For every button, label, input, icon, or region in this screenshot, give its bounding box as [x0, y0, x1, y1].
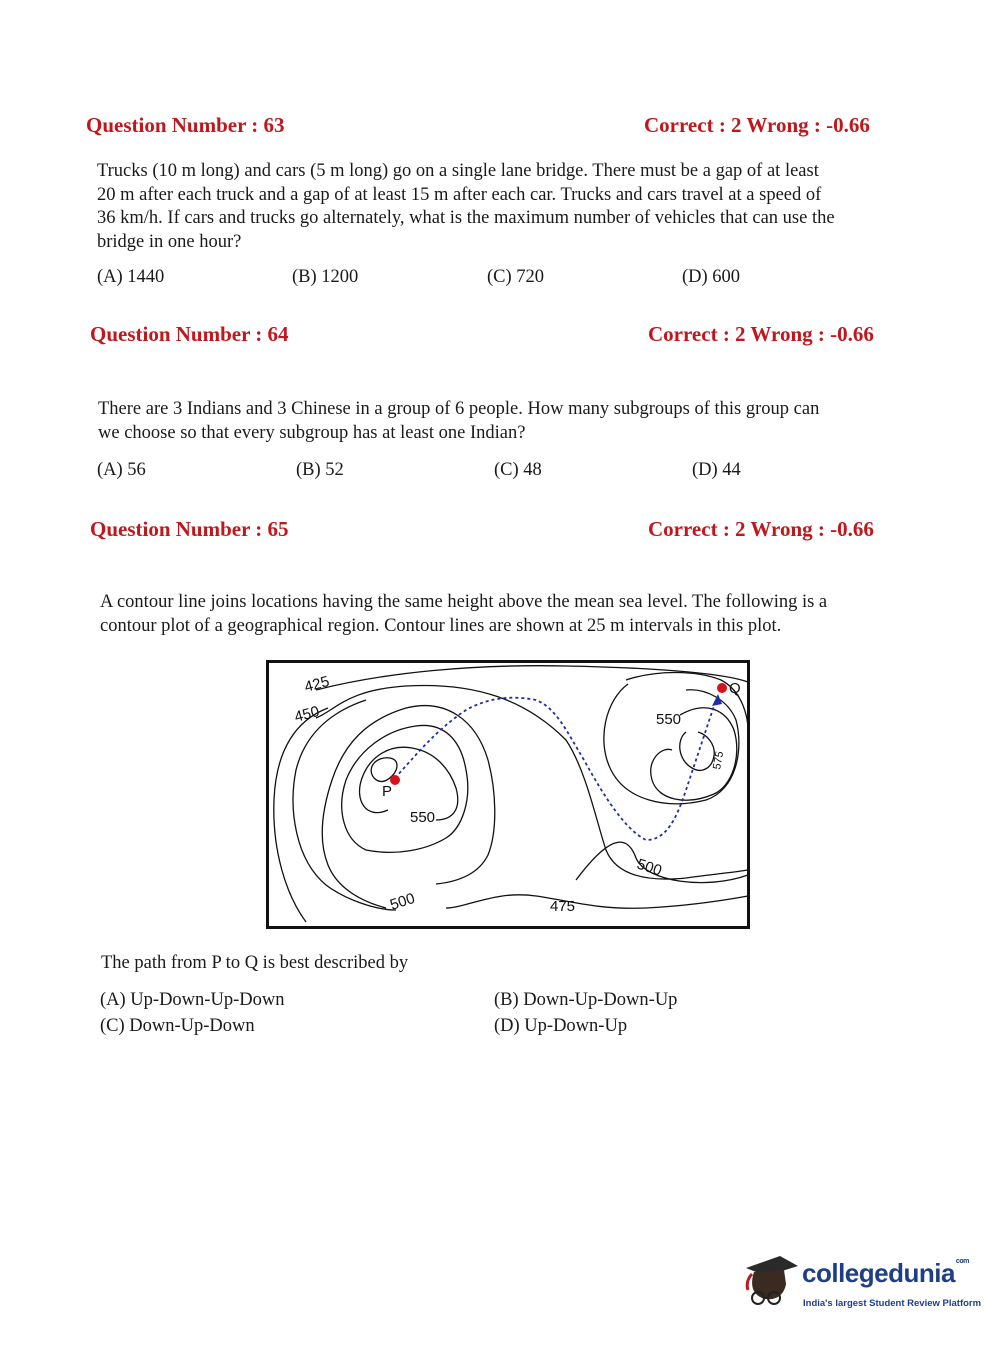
brand-suffix: com [955, 1258, 969, 1265]
contour-label-550-left: 550 [410, 809, 436, 826]
question-63-text [97, 160, 917, 254]
contour-label-550-right: 550 [656, 711, 682, 728]
point-q-marker [717, 683, 727, 693]
question-65-marks: Correct : 2 Wrong : -0.66 [648, 517, 874, 541]
brand-tagline: India's largest Student Review Platform [803, 1298, 982, 1309]
question-64-line: we choose so that every subgroup has at least one Indian? [98, 422, 526, 443]
q64-option-b: (B) 52 [296, 460, 344, 480]
question-63-marks: Correct : 2 Wrong : -0.66 [644, 113, 870, 137]
collegedunia-mascot-icon [740, 1250, 802, 1312]
question-64-heading: Question Number : 64 [90, 322, 289, 346]
q65-option-d: (D) Up-Down-Up [494, 1016, 628, 1036]
question-63-line: bridge in one hour? [97, 231, 242, 252]
q64-option-d: (D) 44 [692, 460, 741, 480]
question-64-text [98, 398, 918, 445]
question-63-heading: Question Number : 63 [86, 113, 285, 137]
q63-option-b: (B) 1200 [292, 267, 359, 287]
contour-label-450: 450 [292, 702, 322, 726]
question-65-line: contour plot of a geographical region. Contour lines are shown at 25 m intervals in this plot. [100, 615, 782, 636]
question-65-prompt: The path from P to Q is best described by [101, 953, 409, 973]
q64-option-c: (C) 48 [494, 460, 542, 480]
contour-label-575: 575 [711, 750, 727, 771]
q65-option-c: (C) Down-Up-Down [100, 1016, 255, 1036]
contour-label-475: 475 [550, 898, 576, 915]
question-64-line: There are 3 Indians and 3 Chinese in a group of 6 people. How many subgroups of this group can [98, 399, 820, 419]
question-64-marks: Correct : 2 Wrong : -0.66 [648, 322, 874, 346]
question-63-line: 36 km/h. If cars and trucks go alternately, what is the maximum number of vehicles that can use the [97, 208, 835, 228]
contour-label-500-bottom: 500 [387, 889, 418, 914]
question-63-line: 20 m after each truck and a gap of at least 15 m after each car. Trucks and cars travel at a speed of [97, 184, 822, 205]
contour-map-figure [266, 660, 750, 929]
question-65-text [100, 591, 920, 638]
q65-option-b: (B) Down-Up-Down-Up [494, 990, 678, 1010]
brand-name [802, 1258, 969, 1289]
point-q-label: Q [729, 680, 741, 697]
q65-option-a: (A) Up-Down-Up-Down [100, 990, 285, 1010]
contour-label-500-right: 500 [634, 855, 664, 880]
question-65-heading: Question Number : 65 [90, 517, 289, 541]
q63-option-d: (D) 600 [682, 267, 741, 287]
question-63-line: Trucks (10 m long) and cars (5 m long) go on a single lane bridge. There must be a gap of at least [97, 161, 819, 181]
point-p-label: P [382, 783, 393, 800]
q63-option-a: (A) 1440 [97, 267, 165, 287]
question-65-line: A contour line joins locations having the same height above the mean sea level. The following is a [100, 592, 828, 612]
contour-label-425: 425 [302, 672, 332, 696]
q63-option-c: (C) 720 [487, 267, 545, 287]
q64-option-a: (A) 56 [97, 460, 146, 480]
brand-text: collegedunia [802, 1258, 955, 1288]
contour-map-border [268, 662, 749, 928]
